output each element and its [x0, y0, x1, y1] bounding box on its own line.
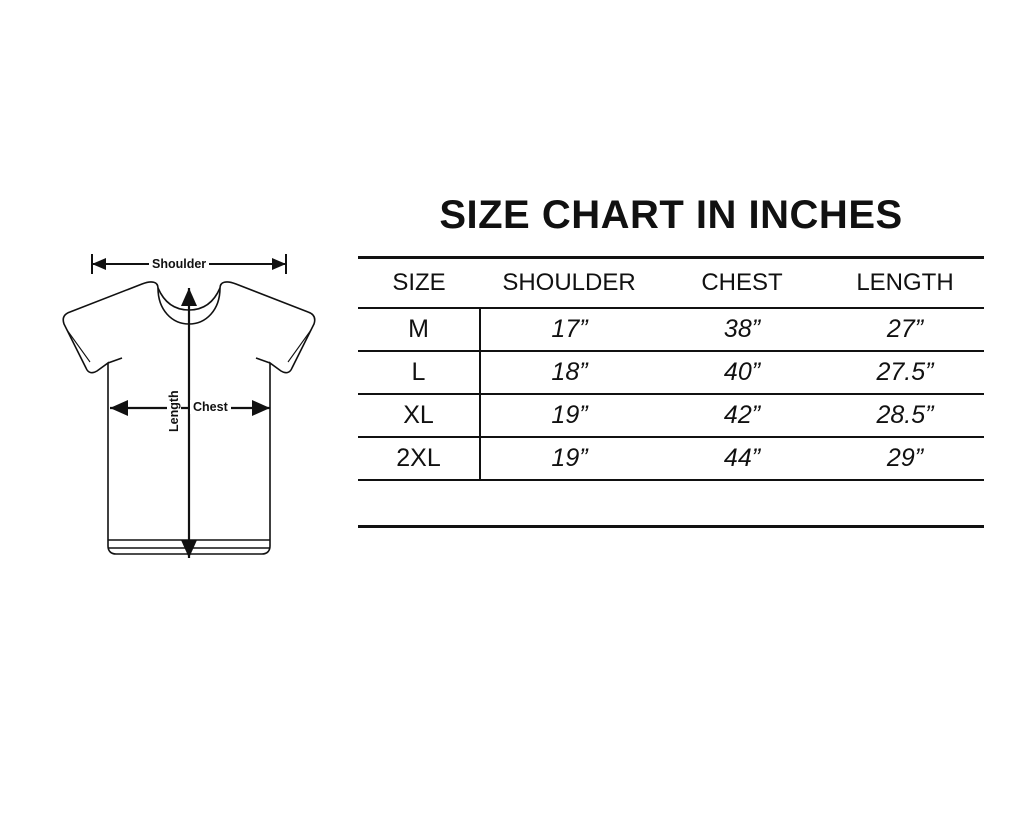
column-header-length: LENGTH	[826, 258, 984, 309]
cell-length: 27.5”	[826, 351, 984, 394]
table-row	[358, 437, 984, 480]
cell-shoulder: 19”	[480, 437, 658, 480]
shoulder-label: Shoulder	[149, 257, 209, 271]
table-header-row	[358, 258, 984, 309]
cell-size: M	[358, 308, 480, 351]
cell-length: 27”	[826, 308, 984, 351]
cell-size: L	[358, 351, 480, 394]
length-label: Length	[167, 387, 181, 435]
column-header-size: SIZE	[358, 258, 480, 309]
table-row	[358, 308, 984, 351]
t-shirt-measurement-diagram	[30, 240, 350, 580]
cell-chest: 42”	[658, 394, 826, 437]
column-header-chest: CHEST	[658, 258, 826, 309]
table-row	[358, 394, 984, 437]
cell-length: 29”	[826, 437, 984, 480]
size-chart-panel	[358, 193, 984, 528]
page-title: SIZE CHART IN INCHES	[439, 193, 903, 237]
cell-chest: 44”	[658, 437, 826, 480]
table-row	[358, 351, 984, 394]
column-header-shoulder: SHOULDER	[480, 258, 658, 309]
chest-label: Chest	[190, 400, 231, 414]
cell-chest: 40”	[658, 351, 826, 394]
cell-chest: 38”	[658, 308, 826, 351]
cell-shoulder: 17”	[480, 308, 658, 351]
size-chart-table	[358, 256, 984, 481]
cell-size: 2XL	[358, 437, 480, 480]
cell-shoulder: 18”	[480, 351, 658, 394]
table-footer-divider	[358, 525, 984, 528]
cell-size: XL	[358, 394, 480, 437]
cell-shoulder: 19”	[480, 394, 658, 437]
cell-length: 28.5”	[826, 394, 984, 437]
